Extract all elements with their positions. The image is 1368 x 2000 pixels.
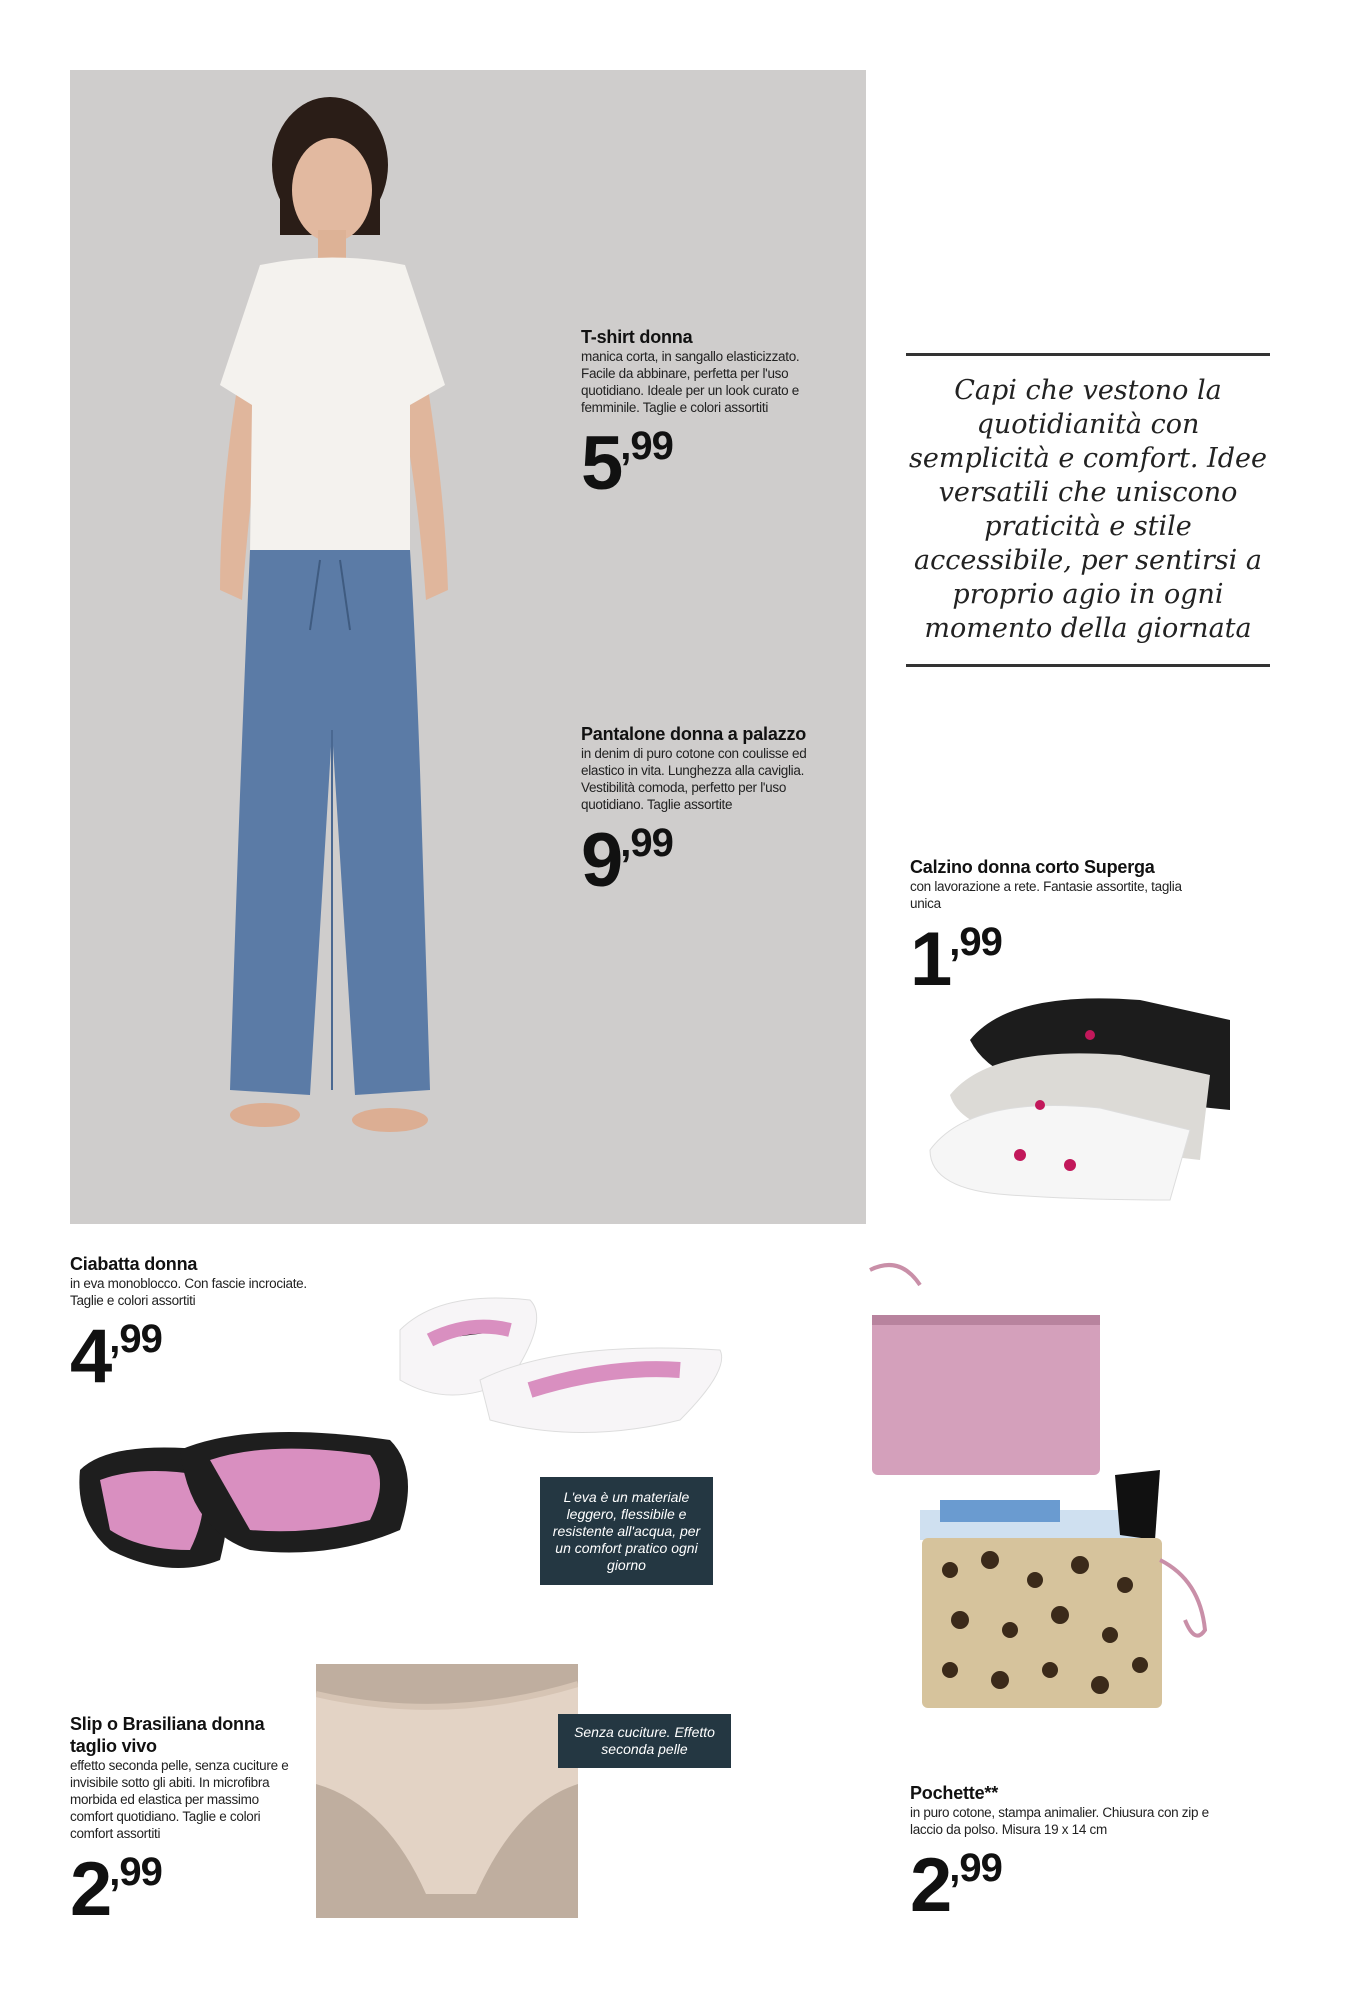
product-price xyxy=(581,818,846,903)
product-title: Ciabatta donna xyxy=(70,1254,198,1274)
price-decimal: ,99 xyxy=(109,1317,162,1361)
product-description: in eva monoblocco. Con fascie incrociate. Taglie e colori assortiti xyxy=(70,1276,307,1308)
product-price xyxy=(70,1847,295,1932)
product-title: Slip o Brasiliana donna taglio vivo xyxy=(70,1714,265,1756)
product-briefs xyxy=(70,1713,295,1932)
price-decimal: ,99 xyxy=(109,1850,162,1894)
product-tshirt xyxy=(581,326,811,506)
price-integer: 2 xyxy=(910,1843,950,1928)
product-description: in puro cotone, stampa animalier. Chiusura con zip e laccio da polso. Misura 19 x 14 cm xyxy=(910,1805,1209,1837)
product-title: Pantalone donna a palazzo xyxy=(581,724,807,744)
pouch-image xyxy=(860,1260,1260,1720)
product-pouch xyxy=(910,1782,1230,1928)
product-price xyxy=(910,1843,1230,1928)
hero-photo xyxy=(70,70,866,1224)
price-integer: 4 xyxy=(70,1314,110,1399)
intro-quote: Capi che vestono la quotidianità con semplicità e comfort. Idee versatili che uniscono praticità e stile accessibile, per sentirsi a proprio agio in ogni momento della giornata xyxy=(909,375,1267,644)
briefs-illustration xyxy=(316,1664,578,1918)
product-price xyxy=(910,917,1210,1002)
price-integer: 1 xyxy=(910,917,950,1002)
price-decimal: ,99 xyxy=(949,920,1002,964)
white-slippers-image xyxy=(380,1270,740,1450)
price-decimal: ,99 xyxy=(620,821,673,865)
price-integer: 5 xyxy=(581,421,621,506)
price-integer: 2 xyxy=(70,1847,110,1932)
product-description: in denim di puro cotone con coulisse ed elastico in vita. Lunghezza alla caviglia. Vestibilità comoda, perfetto per l'uso quotidiano. Taglie assortite xyxy=(581,746,807,812)
product-description: effetto seconda pelle, senza cuciture e invisibile sotto gli abiti. In microfibra morbida ed elastica per massimo comfort quotidiano. Taglie e colori comfort assortiti xyxy=(70,1758,289,1841)
price-decimal: ,99 xyxy=(620,424,673,468)
product-slippers xyxy=(70,1253,310,1399)
model-illustration xyxy=(70,70,866,1224)
briefs-info-box: Senza cuciture. Effetto seconda pelle xyxy=(558,1714,731,1768)
product-description: con lavorazione a rete. Fantasie assortite, taglia unica xyxy=(910,879,1182,911)
black-slippers-image xyxy=(70,1410,430,1590)
product-title: Pochette** xyxy=(910,1783,999,1803)
product-price xyxy=(581,421,811,506)
product-description: manica corta, in sangallo elasticizzato. Facile da abbinare, perfetta per l'uso quotidiano. Ideale per un look curato e femminile. Taglie e colori assortiti xyxy=(581,349,800,415)
product-price xyxy=(70,1314,310,1399)
price-decimal: ,99 xyxy=(949,1846,1002,1890)
price-integer: 9 xyxy=(581,818,621,903)
intro-quote-box xyxy=(906,353,1270,667)
product-title: Calzino donna corto Superga xyxy=(910,857,1155,877)
socks-image xyxy=(900,990,1240,1210)
product-socks xyxy=(910,856,1210,1002)
product-title: T-shirt donna xyxy=(581,327,693,347)
slippers-info-box: L'eva è un materiale leggero, flessibile e resistente all'acqua, per un comfort pratico ogni giorno xyxy=(540,1477,713,1585)
product-pants xyxy=(581,723,846,903)
briefs-image xyxy=(316,1664,578,1918)
